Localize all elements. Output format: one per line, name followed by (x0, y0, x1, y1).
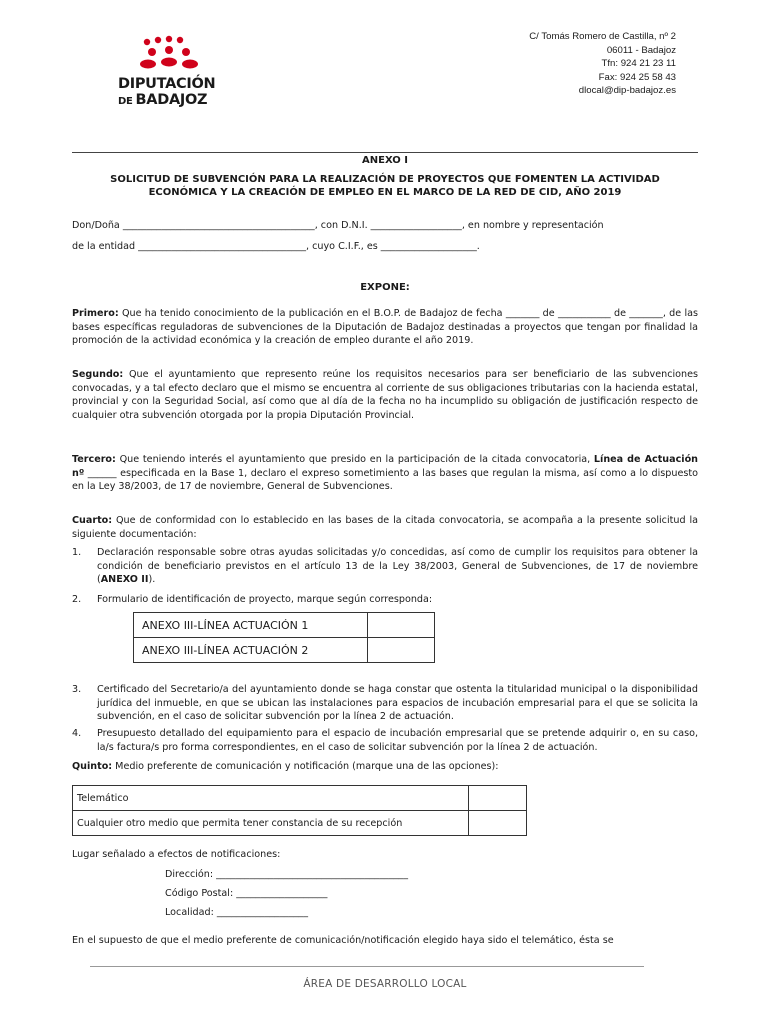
doc-item-4-num: 4. (72, 728, 82, 739)
paragraph-tercero (72, 453, 698, 494)
comm-option-1-label: Telemático (73, 786, 469, 811)
codigo-postal-field: Código Postal: ___________________ (165, 888, 328, 899)
linea-option-1-label: ANEXO III-LÍNEA ACTUACIÓN 1 (134, 613, 368, 638)
segundo-label: Segundo: (72, 369, 124, 380)
paragraph-quinto (72, 760, 698, 774)
doc-item-3-num: 3. (72, 684, 82, 695)
logo-wordmark (118, 76, 215, 110)
cuarto-text: Que de conformidad con lo establecido en las bases de la citada convocatoria, se acompaña a la presente solicitud la siguiente documentación: (72, 515, 698, 540)
comm-option-2-label: Cualquier otro medio que permita tener constancia de su recepción (73, 811, 469, 836)
linea-options-table (133, 612, 435, 663)
footer-rule (90, 966, 644, 967)
tercero-label: Tercero: (72, 454, 116, 465)
doc-item-1-text (97, 546, 698, 587)
doc-item-1-bold: ANEXO II (100, 574, 149, 586)
address-block (529, 30, 676, 98)
address-street: C/ Tomás Romero de Castilla, nº 2 (529, 31, 676, 42)
paragraph-primero (72, 307, 698, 348)
localidad-field: Localidad: ___________________ (165, 907, 309, 918)
primero-label: Primero: (72, 308, 119, 319)
request-title-1: SOLICITUD DE SUBVENCIÓN PARA LA REALIZACIÓN DE PROYECTOS QUE FOMENTEN LA ACTIVIDAD (110, 174, 660, 185)
logo-line-2-prefix: DE (118, 96, 133, 107)
primero-text: Que ha tenido conocimiento de la publicación en el B.O.P. de Badajoz de fecha _______ de ___________ de _______, de las bases específicas reguladoras de subvenciones de la Diputación de Badajoz destinadas a proyectos que tengan por finalidad la promoción de la actividad económica y la creación de empleo durante el año 2019. (72, 308, 698, 347)
doc-item-1-text-a: Declaración responsable sobre otras ayudas solicitadas y/o concedidas, así como de cumplir los requisitos para obtener la condición de beneficiario previstos en el artículo 13 de la Ley 38/2003, General de Subvenciones, de 17 de noviembre ( (97, 547, 698, 586)
expone-heading: EXPONE: (360, 282, 410, 293)
lugar-label: Lugar señalado a efectos de notificaciones: (72, 849, 281, 860)
communication-options-table (72, 785, 527, 836)
tercero-text-a: Que teniendo interés el ayuntamiento que presido en la participación de la citada convocatoria, (115, 454, 594, 465)
final-paragraph: En el supuesto de que el medio preferente de comunicación/notificación elegido haya sido el telemático, ésta se (72, 935, 614, 946)
doc-item-1 (72, 546, 698, 588)
paragraph-segundo (72, 368, 698, 422)
doc-item-3 (72, 683, 698, 725)
footer-area: ÁREA DE DESARROLLO LOCAL (303, 978, 467, 990)
linea-option-row (134, 613, 435, 638)
annex-title: ANEXO I (362, 155, 408, 166)
logo-line-1: DIPUTACIÓN (118, 76, 216, 92)
paragraph-cuarto (72, 514, 698, 541)
direccion-field: Dirección: ________________________________________ (165, 869, 409, 880)
doc-item-2 (72, 593, 698, 607)
address-fax: Fax: 924 25 58 43 (598, 71, 676, 83)
address-phone: Tfn: 924 21 23 11 (601, 58, 676, 70)
doc-item-4 (72, 727, 698, 755)
linea-option-2-checkbox[interactable] (368, 638, 435, 663)
comm-option-row (73, 786, 527, 811)
address-city: 06011 - Badajoz (606, 44, 676, 56)
quinto-text: Medio preferente de comunicación y notificación (marque una de las opciones): (112, 761, 499, 772)
doc-item-1-num: 1. (72, 547, 82, 558)
request-title-2: ECONÓMICA Y LA CREACIÓN DE EMPLEO EN EL MARCO DE LA RED DE CID, AÑO 2019 (148, 187, 622, 198)
segundo-text: Que el ayuntamiento que represento reúne los requisitos necesarios para ser beneficiario de las subvenciones convocadas, y a tal efecto declaro que el mismo se encuentra al corriente de sus obligaciones tributarias con la hacienda estatal, provincial y con la Seguridad Social, así como que al día de la fecha no ha incumplido su obligación de justificación respecto de cualquier otra subvención otorgada por la propia Diputación Provincial. (72, 369, 698, 421)
quinto-label: Quinto: (72, 761, 113, 772)
doc-item-2-text: Formulario de identificación de proyecto, marque según corresponda: (97, 594, 433, 605)
comm-option-2-checkbox[interactable] (468, 811, 526, 836)
doc-item-2-num: 2. (72, 594, 82, 605)
linea-option-row (134, 638, 435, 663)
applicant-line-1: Don/Doña ________________________________________, con D.N.I. ___________________, en nombre y representación (72, 220, 604, 231)
address-email: dlocal@dip-badajoz.es (578, 85, 676, 97)
comm-option-1-checkbox[interactable] (468, 786, 526, 811)
logo-line-2 (118, 92, 215, 110)
linea-option-2-label: ANEXO III-LÍNEA ACTUACIÓN 2 (134, 638, 368, 663)
cuarto-label: Cuarto: (72, 515, 113, 526)
doc-item-4-text: Presupuesto detallado del equipamiento para el espacio de incubación empresarial que se pretende adquirir o, en su caso, la/s factura/s pro forma correspondientes, en el caso de solicitar subvención por la línea 2 de actuación. (97, 728, 698, 753)
tercero-text-b: ______ especificada en la Base 1, declaro el expreso sometimiento a las bases que regulan la misma, así como a lo dispuesto en la Ley 38/2003, de 17 de noviembre, General de Subvenciones. (72, 467, 698, 493)
logo-line-2-main: BADAJOZ (135, 92, 208, 108)
doc-item-1-text-b: ). (148, 574, 156, 586)
doc-item-3-text: Certificado del Secretario/a del ayuntamiento donde se haga constar que ostenta la titularidad municipal o la disponibilidad jurídica del inmueble, en que se ubican las instalaciones para espacios de incubación empresarial para el que se solicita la subvención, en el caso de solicitar subvención por la línea 2 de actuación. (97, 684, 698, 723)
comm-option-row (73, 811, 527, 836)
tercero-bold: Línea de Actuación nº (72, 454, 698, 479)
applicant-line-2: de la entidad ___________________________________, cuyo C.I.F., es ____________________. (72, 241, 480, 252)
header-rule (72, 152, 698, 153)
linea-option-1-checkbox[interactable] (368, 613, 435, 638)
